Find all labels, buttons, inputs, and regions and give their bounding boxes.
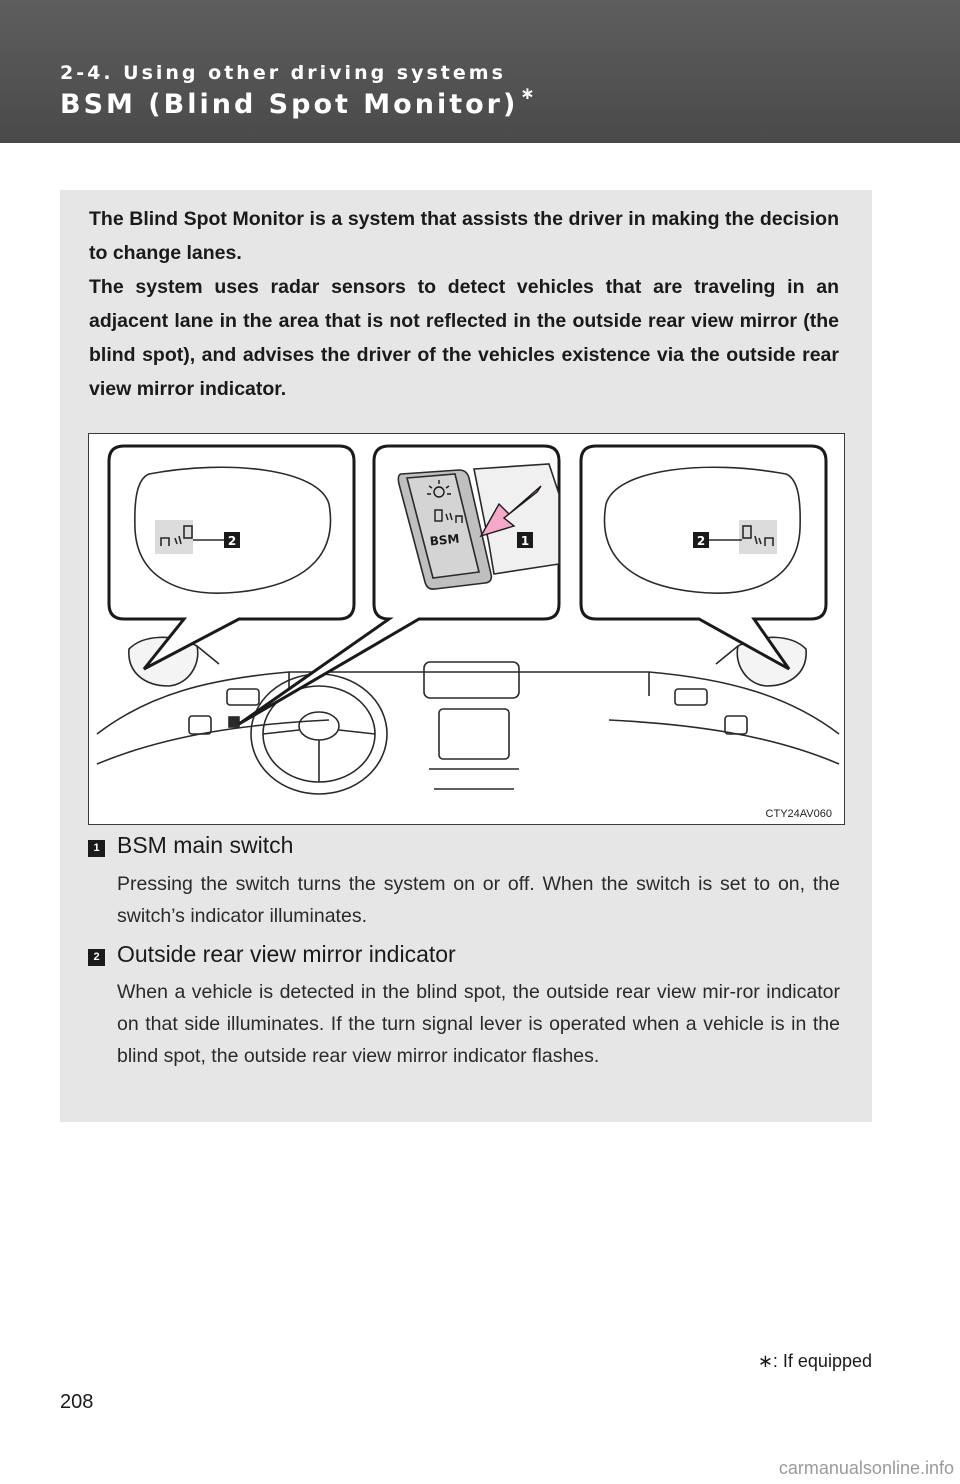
page-title-text: BSM (Blind Spot Monitor) <box>60 89 519 120</box>
watermark: carmanualsonline.info <box>778 1458 954 1478</box>
callout-1: 1 <box>520 534 530 548</box>
section-label: 2-4. Using other driving systems <box>60 62 506 84</box>
page-title <box>60 84 535 120</box>
item-2-heading <box>88 941 456 968</box>
item-2-badge: 2 <box>88 949 105 966</box>
callout-2-right: 2 <box>696 534 706 548</box>
dashboard-mirror-diagram <box>89 434 846 826</box>
item-1-title: BSM main switch <box>117 832 294 858</box>
figure-code: CTY24AV060 <box>765 808 832 820</box>
page-number: 208 <box>60 1391 94 1413</box>
intro-text <box>89 202 839 406</box>
intro-paragraph-1: The Blind Spot Monitor is a system that assists the driver in making the decision to change lanes. <box>89 208 839 264</box>
header-bar <box>0 0 960 143</box>
item-1-body: Pressing the switch turns the system on or off. When the switch is set to on, the switch’s indicator illuminates. <box>117 873 840 927</box>
item-2-title: Outside rear view mirror indicator <box>117 941 456 967</box>
callout-2-left: 2 <box>227 534 237 548</box>
if-equipped-mark: ∗ <box>520 84 535 104</box>
item-2-body: When a vehicle is detected in the blind spot, the outside rear view mir-ror indicator on that side illuminates. If the turn signal lever is operated when a vehicle is in the blind spot, the outside rear view mirror indicator flashes. <box>117 981 840 1067</box>
item-1-heading <box>88 832 293 859</box>
footnote: ∗: If equipped <box>757 1351 872 1371</box>
intro-paragraph-2: The system uses radar sensors to detect vehicles that are traveling in an adjacent lane in the area that is not reflected in the outside rear view mirror (the blind spot), and advises the driver of the vehicles existence via the outside rear view mirror indicator. <box>89 276 839 400</box>
item-1-badge: 1 <box>88 840 105 857</box>
bsm-switch-label: BSM <box>429 531 461 549</box>
bsm-illustration <box>88 433 845 825</box>
